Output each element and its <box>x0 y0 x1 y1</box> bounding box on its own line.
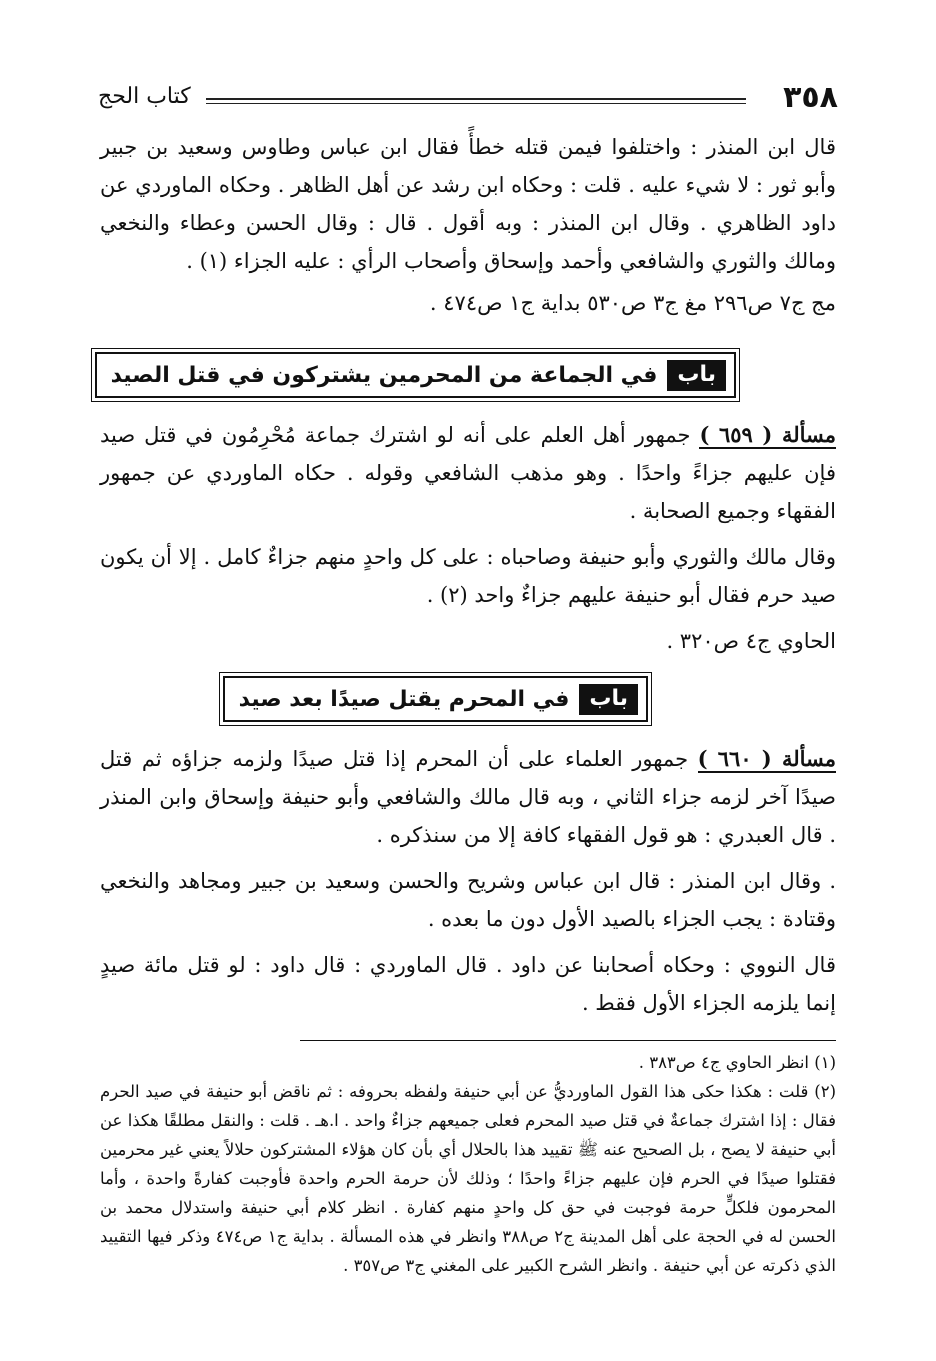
chapter-label: باب <box>667 360 726 391</box>
chapter-box <box>95 352 736 398</box>
section-3 <box>100 740 836 1022</box>
paragraph: قال النووي : وحكاه أصحابنا عن داود . قال الماوردي : قال داود : لو قتل مائة صيدٍ إنما يلزمه الجزاء الأول فقط . <box>100 953 836 1015</box>
footnote-1: (١) انظر الحاوي ج٤ ص٣٨٣ . <box>638 1053 836 1072</box>
footnotes <box>100 1048 836 1280</box>
masala-label: مسألة ( ٦٦٠ ) <box>697 746 836 771</box>
page-header <box>98 78 838 118</box>
chapter-title: في الجماعة من المحرمين يشتركون في قتل الصيد <box>110 362 658 388</box>
masala-label: مسألة ( ٦٥٩ ) <box>699 422 836 447</box>
chapter-label: باب <box>579 684 638 715</box>
header-rule <box>206 98 746 104</box>
paragraph: وقال مالك والثوري وأبو حنيفة وصاحباه : على كل واحدٍ منهم جزاءٌ كامل . إلا أن يكون صيد حرم فقال أبو حنيفة عليهم جزاءٌ واحد (٢) . <box>100 545 836 607</box>
paragraph: قال ابن المنذر : واختلفوا فيمن قتله خطأً فقال ابن عباس وطاوس وسعيد بن جبير وأبو ثور : لا شيء عليه . قلت : وحكاه ابن رشد عن أهل الظاهر . وحكاه الماوردي عن داود الظاهري . وقال ابن المنذر : وبه أقول . قال : وقال الحسن وعطاء والنخعي ومالك والثوري والشافعي وأحمد وإسحاق وأصحاب الرأي : عليه الجزاء (١) . <box>100 135 837 273</box>
paragraph <box>100 740 836 854</box>
paragraph <box>100 416 836 530</box>
paragraph-text: جمهور العلماء على أن المحرم إذا قتل صيدًا ولزمه جزاؤه ثم قتل صيدًا آخر لزمه جزاء الثاني ، وبه قال مالك والشافعي وأبو حنيفة وإسحاق وابن المنذر . قال العبدري : هو قول الفقهاء كافة إلا من سنذكره . <box>100 747 836 847</box>
chapter-title: في المحرم يقتل صيدًا بعد صيد <box>238 686 570 712</box>
section-1 <box>100 128 836 322</box>
source-reference: مج ج٧ ص٢٩٦ مغ ج٣ ص٥٣٠ بداية ج١ ص٤٧٤ . <box>429 291 836 315</box>
book-title: كتاب الحج <box>98 84 191 109</box>
page-number: ٣٥٨ <box>783 80 838 115</box>
source-reference: الحاوي ج٤ ص٣٢٠ . <box>666 629 836 653</box>
chapter-box <box>223 676 648 722</box>
section-2 <box>100 416 836 660</box>
footnote-rule <box>300 1040 836 1041</box>
paragraph: . وقال ابن المنذر : قال ابن عباس وشريح والحسن وسعيد بن جبير ومجاهد والنخعي وقتادة : يجب الجزاء بالصيد الأول دون ما بعده . <box>100 869 836 931</box>
paragraph-text: جمهور أهل العلم على أنه لو اشترك جماعة مُحْرِمُون في قتل صيد فإن عليهم جزاءً واحدًا . وهو مذهب الشافعي وقوله . حكاه الماوردي عن جمهور الفقهاء وجميع الصحابة . <box>100 423 836 523</box>
footnote-2: (٢) قلت : هكذا حكى هذا القول الماورديُّ عن أبي حنيفة ولفظه بحروفه : ثم ناقض أبو حنيفة في صيد الحرم فقال : إذا اشترك جماعةٌ في قتل صيد المحرم فعلى جميعهم جزاءٌ واحد . ا.هـ . قلت : والنقل مطلقًا هكذا عن أبي حنيفة لا يصح ، بل الصحيح عنه ﷺ تقييد هذا بالحلال أي بأن كان هؤلاء المشتركون حلالاً يعني غير محرمين فقتلوا صيدًا في الحرم فإن عليهم جزاءً واحدًا ؛ وذلك لأن حرمة الحرم واحدة فأوجبت كفارةً واحدة ، وأما المحرمون فلكلٍّ حرمة فوجبت في حق كل واحدٍ منهم كفارة . انظر كلام أبي حنيفة واستدلال محمد بن الحسن له في الحجة على أهل المدينة ج٢ ص٣٨٨ وانظر في هذه المسألة . بداية ج١ ص٤٧٤ وذكر فيها التقييد الذي ذكرته عن أبي حنيفة . وانظر الشرح الكبير على المغني ج٣ ص٣٥٧ . <box>100 1082 836 1275</box>
